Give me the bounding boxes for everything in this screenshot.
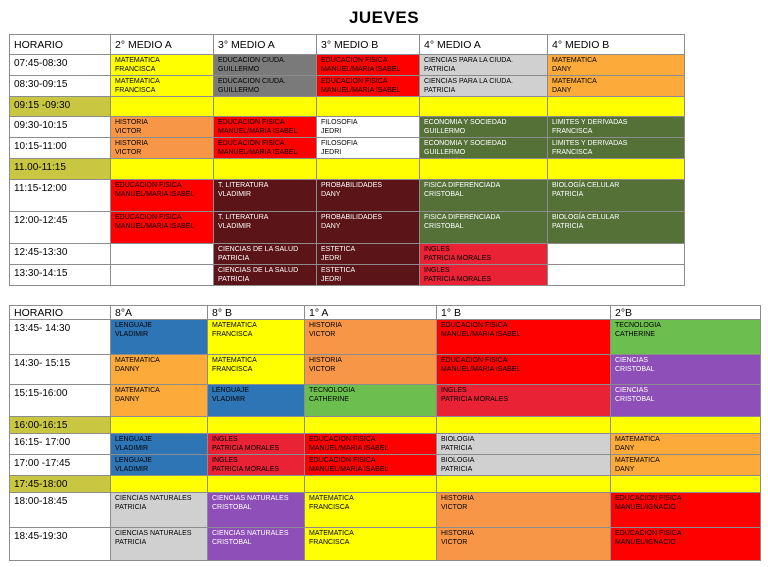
teacher-name: CATHERINE — [615, 330, 655, 338]
teacher-name: PATRICIA — [552, 190, 584, 198]
teacher-name: FRANCISCA — [309, 538, 350, 546]
teacher-name: VLADIMIR — [115, 330, 149, 338]
subject-name: EDUCACION FISICA — [309, 436, 376, 443]
teacher-name: MANUEL/MARIA ISABEL — [441, 330, 521, 338]
subject-name: EDUCACION FISICA — [115, 182, 182, 189]
class-cell — [548, 76, 685, 97]
teacher-name: DANY — [615, 465, 635, 473]
break-row — [10, 476, 761, 493]
teacher-name: MANUEL/MARIA ISABEL — [321, 86, 401, 94]
table-row — [10, 180, 685, 212]
class-cell — [420, 265, 548, 286]
time-slot: 10:15-11:00 — [10, 138, 111, 159]
class-cell — [111, 265, 214, 286]
subject-name: FILOSOFIA — [321, 140, 358, 147]
break-cell — [420, 159, 548, 180]
subject-name: HISTORIA — [441, 495, 474, 502]
subject-name: MATEMATICA — [552, 78, 597, 85]
teacher-name: MANUEL/MARIA ISABEL — [309, 444, 389, 452]
class-cell — [420, 117, 548, 138]
subject-name: BIOLOGÍA CELULAR — [552, 182, 620, 189]
break-cell — [111, 417, 208, 434]
teacher-name: MANUEL/MARIA ISABEL — [218, 148, 298, 156]
break-cell — [214, 159, 317, 180]
subject-name: TECNOLOGIA — [309, 387, 355, 394]
class-cell — [611, 434, 761, 455]
subject-name: INGLES — [212, 457, 238, 464]
time-slot: 12:00-12:45 — [10, 212, 111, 244]
time-slot: 16:15- 17:00 — [10, 434, 111, 455]
column-header-class: 1° B — [437, 306, 611, 320]
teacher-name: FRANCISCA — [115, 86, 156, 94]
break-row — [10, 159, 685, 180]
class-cell — [111, 138, 214, 159]
time-slot: 13:45- 14:30 — [10, 320, 111, 355]
class-cell — [437, 528, 611, 561]
class-cell — [208, 493, 305, 528]
subject-name: CIENCIAS PARA LA CIUDA. — [424, 78, 513, 85]
time-slot: 07:45-08:30 — [10, 55, 111, 76]
teacher-name: FRANCISCA — [212, 330, 253, 338]
subject-name: EDUCACION FISICA — [218, 119, 285, 126]
subject-name: ESTETICA — [321, 246, 356, 253]
column-header-class: 1° A — [305, 306, 437, 320]
time-slot: 11:15-12:00 — [10, 180, 111, 212]
time-slot: 18:00-18:45 — [10, 493, 111, 528]
teacher-name: FRANCISCA — [552, 148, 593, 156]
subject-name: BIOLOGIA — [441, 457, 475, 464]
subject-name: CIENCIAS PARA LA CIUDA. — [424, 57, 513, 64]
class-cell — [317, 55, 420, 76]
class-cell — [611, 455, 761, 476]
teacher-name: DANY — [321, 222, 341, 230]
class-cell — [317, 212, 420, 244]
teacher-name: PATRICIA MORALES — [441, 395, 509, 403]
subject-name: INGLES — [212, 436, 238, 443]
class-cell — [111, 244, 214, 265]
table-row — [10, 138, 685, 159]
teacher-name: JEDRI — [321, 254, 342, 262]
subject-name: MATEMATICA — [615, 457, 660, 464]
teacher-name: GUILLERMO — [424, 148, 466, 156]
subject-name: EDUCACION CIUDA. — [218, 78, 286, 85]
teacher-name: MANUEL/IGNACIO — [615, 503, 676, 511]
class-cell — [611, 493, 761, 528]
break-cell — [611, 417, 761, 434]
teacher-name: MANUEL/MARIA ISABEL — [321, 65, 401, 73]
class-cell — [305, 528, 437, 561]
class-cell — [208, 320, 305, 355]
column-header-class: 3° MEDIO A — [214, 35, 317, 55]
teacher-name: FRANCISCA — [552, 127, 593, 135]
subject-name: BIOLOGÍA CELULAR — [552, 214, 620, 221]
teacher-name: MANUEL/MARIA ISABEL — [218, 127, 298, 135]
class-cell — [437, 385, 611, 417]
class-cell — [111, 55, 214, 76]
teacher-name: GUILLERMO — [218, 86, 260, 94]
time-slot: 16:00-16:15 — [10, 417, 111, 434]
teacher-name: CRISTOBAL — [212, 503, 252, 511]
time-slot: 17:00 -17:45 — [10, 455, 111, 476]
subject-name: EDUCACION FISICA — [615, 530, 682, 537]
teacher-name: PATRICIA — [115, 503, 147, 511]
teacher-name: MANUEL/MARIA ISABEL — [115, 190, 195, 198]
time-slot: 11.00-11:15 — [10, 159, 111, 180]
subject-name: CIENCIAS NATURALES — [115, 530, 192, 537]
table-row — [10, 528, 761, 561]
subject-name: INGLES — [441, 387, 467, 394]
teacher-name: DANY — [552, 65, 572, 73]
subject-name: MATEMATICA — [115, 78, 160, 85]
class-cell — [548, 138, 685, 159]
time-slot: 17:45-18:00 — [10, 476, 111, 493]
class-cell — [111, 180, 214, 212]
subject-name: ECONOMIA Y SOCIEDAD — [424, 119, 507, 126]
column-header-class: 3° MEDIO B — [317, 35, 420, 55]
subject-name: EDUCACION CIUDA. — [218, 57, 286, 64]
table-row — [10, 385, 761, 417]
class-cell — [317, 244, 420, 265]
class-cell — [305, 434, 437, 455]
subject-name: CIENCIAS DE LA SALUD — [218, 246, 299, 253]
class-cell — [420, 180, 548, 212]
subject-name: EDUCACION FISICA — [441, 357, 508, 364]
class-cell — [208, 355, 305, 385]
break-cell — [208, 417, 305, 434]
class-cell — [111, 320, 208, 355]
class-cell — [214, 212, 317, 244]
subject-name: MATEMATICA — [552, 57, 597, 64]
teacher-name: FRANCISCA — [309, 503, 350, 511]
teacher-name: VICTOR — [441, 538, 468, 546]
teacher-name: CRISTOBAL — [615, 395, 655, 403]
table-row — [10, 117, 685, 138]
class-cell — [317, 76, 420, 97]
teacher-name: VICTOR — [115, 148, 142, 156]
break-cell — [111, 97, 214, 117]
class-cell — [548, 117, 685, 138]
subject-name: CIENCIAS NATURALES — [212, 495, 289, 502]
teacher-name: PATRICIA — [115, 538, 147, 546]
subject-name: EDUCACION FISICA — [441, 322, 508, 329]
class-cell — [111, 528, 208, 561]
teacher-name: CRISTOBAL — [615, 365, 655, 373]
subject-name: FISICA DIFERENCIADA — [424, 182, 501, 189]
class-cell — [214, 180, 317, 212]
schedule-table-morning — [9, 34, 685, 286]
break-cell — [548, 159, 685, 180]
subject-name: EDUCACION FISICA — [218, 140, 285, 147]
class-cell — [420, 76, 548, 97]
teacher-name: GUILLERMO — [218, 65, 260, 73]
class-cell — [611, 528, 761, 561]
class-cell — [214, 265, 317, 286]
subject-name: HISTORIA — [115, 140, 148, 147]
subject-name: MATEMATICA — [115, 357, 160, 364]
break-row — [10, 97, 685, 117]
table-row — [10, 493, 761, 528]
table-row — [10, 55, 685, 76]
subject-name: MATEMATICA — [309, 530, 354, 537]
subject-name: INGLES — [424, 246, 450, 253]
schedule-table-afternoon — [9, 305, 761, 561]
break-cell — [437, 476, 611, 493]
teacher-name: VICTOR — [115, 127, 142, 135]
teacher-name: PATRICIA MORALES — [212, 465, 280, 473]
subject-name: MATEMATICA — [615, 436, 660, 443]
time-slot: 12:45-13:30 — [10, 244, 111, 265]
teacher-name: DANY — [321, 190, 341, 198]
column-header-class: 8° B — [208, 306, 305, 320]
class-cell — [111, 434, 208, 455]
subject-name: FILOSOFIA — [321, 119, 358, 126]
class-cell — [111, 117, 214, 138]
teacher-name: PATRICIA MORALES — [424, 254, 492, 262]
teacher-name: PATRICIA — [441, 465, 473, 473]
subject-name: T. LITERATURA — [218, 214, 269, 221]
teacher-name: PATRICIA — [441, 444, 473, 452]
class-cell — [611, 355, 761, 385]
teacher-name: MANUEL/MARIA ISABEL — [115, 222, 195, 230]
subject-name: MATEMATICA — [115, 57, 160, 64]
subject-name: FISICA DIFERENCIADA — [424, 214, 501, 221]
break-row — [10, 417, 761, 434]
class-cell — [420, 138, 548, 159]
teacher-name: FRANCISCA — [212, 365, 253, 373]
teacher-name: VICTOR — [441, 503, 468, 511]
subject-name: TECNOLOGIA — [615, 322, 661, 329]
teacher-name: PATRICIA — [218, 275, 250, 283]
class-cell — [305, 385, 437, 417]
class-cell — [437, 434, 611, 455]
break-cell — [437, 417, 611, 434]
teacher-name: MANUEL/IGNACIO — [615, 538, 676, 546]
class-cell — [317, 117, 420, 138]
class-cell — [437, 493, 611, 528]
break-cell — [111, 159, 214, 180]
break-cell — [420, 97, 548, 117]
header-row — [10, 306, 761, 320]
column-header-class: 8°A — [111, 306, 208, 320]
teacher-name: VICTOR — [309, 365, 336, 373]
teacher-name: GUILLERMO — [424, 127, 466, 135]
subject-name: LIMITES Y DERIVADAS — [552, 140, 628, 147]
break-cell — [317, 159, 420, 180]
subject-name: LENGUAJE — [115, 457, 152, 464]
subject-name: MATEMATICA — [212, 357, 257, 364]
teacher-name: PATRICIA MORALES — [212, 444, 280, 452]
class-cell — [317, 265, 420, 286]
time-slot: 14:30- 15:15 — [10, 355, 111, 385]
class-cell — [548, 244, 685, 265]
teacher-name: MANUEL/MARIA ISABEL — [441, 365, 521, 373]
class-cell — [214, 55, 317, 76]
time-slot: 08:30-09:15 — [10, 76, 111, 97]
subject-name: BIOLOGIA — [441, 436, 475, 443]
subject-name: EDUCACION FISICA — [321, 57, 388, 64]
column-header-horario: HORARIO — [10, 306, 111, 320]
subject-name: CIENCIAS — [615, 357, 649, 364]
subject-name: EDUCACION FISICA — [615, 495, 682, 502]
teacher-name: PATRICIA — [424, 86, 456, 94]
teacher-name: VLADIMIR — [218, 222, 252, 230]
teacher-name: CRISTOBAL — [424, 222, 464, 230]
teacher-name: JEDRI — [321, 148, 342, 156]
time-slot: 09:15 -09:30 — [10, 97, 111, 117]
teacher-name: PATRICIA — [424, 65, 456, 73]
subject-name: PROBABILIDADES — [321, 182, 383, 189]
class-cell — [111, 212, 214, 244]
subject-name: MATEMATICA — [212, 322, 257, 329]
table-row — [10, 434, 761, 455]
subject-name: CIENCIAS DE LA SALUD — [218, 267, 299, 274]
class-cell — [111, 76, 214, 97]
time-slot: 13:30-14:15 — [10, 265, 111, 286]
teacher-name: JEDRI — [321, 127, 342, 135]
table-row — [10, 265, 685, 286]
subject-name: EDUCACION FISICA — [115, 214, 182, 221]
teacher-name: VLADIMIR — [115, 444, 149, 452]
class-cell — [420, 55, 548, 76]
teacher-name: DANNY — [115, 365, 140, 373]
subject-name: INGLES — [424, 267, 450, 274]
class-cell — [420, 244, 548, 265]
class-cell — [317, 138, 420, 159]
subject-name: EDUCACION FISICA — [321, 78, 388, 85]
class-cell — [214, 76, 317, 97]
teacher-name: PATRICIA — [218, 254, 250, 262]
class-cell — [611, 385, 761, 417]
table-row — [10, 244, 685, 265]
subject-name: LENGUAJE — [115, 322, 152, 329]
class-cell — [214, 138, 317, 159]
subject-name: MATEMATICA — [115, 387, 160, 394]
class-cell — [317, 180, 420, 212]
subject-name: CIENCIAS NATURALES — [212, 530, 289, 537]
class-cell — [214, 117, 317, 138]
subject-name: CIENCIAS NATURALES — [115, 495, 192, 502]
time-slot: 15:15-16:00 — [10, 385, 111, 417]
teacher-name: DANY — [615, 444, 635, 452]
break-cell — [548, 97, 685, 117]
teacher-name: FRANCISCA — [115, 65, 156, 73]
class-cell — [437, 455, 611, 476]
teacher-name: VLADIMIR — [115, 465, 149, 473]
class-cell — [437, 320, 611, 355]
subject-name: LENGUAJE — [115, 436, 152, 443]
teacher-name: DANY — [552, 86, 572, 94]
break-cell — [111, 476, 208, 493]
class-cell — [548, 180, 685, 212]
teacher-name: VICTOR — [309, 330, 336, 338]
table-row — [10, 76, 685, 97]
class-cell — [208, 434, 305, 455]
subject-name: LENGUAJE — [212, 387, 249, 394]
subject-name: CIENCIAS — [615, 387, 649, 394]
header-row — [10, 35, 685, 55]
class-cell — [305, 355, 437, 385]
teacher-name: CATHERINE — [309, 395, 349, 403]
subject-name: PROBABILIDADES — [321, 214, 383, 221]
column-header-class: 4° MEDIO B — [548, 35, 685, 55]
teacher-name: PATRICIA — [552, 222, 584, 230]
teacher-name: VLADIMIR — [212, 395, 246, 403]
break-cell — [317, 97, 420, 117]
teacher-name: VLADIMIR — [218, 190, 252, 198]
teacher-name: CRISTOBAL — [424, 190, 464, 198]
teacher-name: CRISTOBAL — [212, 538, 252, 546]
class-cell — [548, 212, 685, 244]
subject-name: HISTORIA — [309, 357, 342, 364]
teacher-name: JEDRI — [321, 275, 342, 283]
class-cell — [208, 455, 305, 476]
break-cell — [305, 476, 437, 493]
class-cell — [111, 355, 208, 385]
column-header-class: 2°B — [611, 306, 761, 320]
subject-name: ESTETICA — [321, 267, 356, 274]
teacher-name: DANNY — [115, 395, 140, 403]
subject-name: HISTORIA — [441, 530, 474, 537]
class-cell — [611, 320, 761, 355]
class-cell — [111, 493, 208, 528]
subject-name: MATEMATICA — [309, 495, 354, 502]
column-header-horario: HORARIO — [10, 35, 111, 55]
class-cell — [208, 385, 305, 417]
subject-name: ECONOMIA Y SOCIEDAD — [424, 140, 507, 147]
column-header-class: 4° MEDIO A — [420, 35, 548, 55]
break-cell — [611, 476, 761, 493]
teacher-name: MANUEL/MARIA ISABEL — [309, 465, 389, 473]
column-header-class: 2° MEDIO A — [111, 35, 214, 55]
class-cell — [305, 320, 437, 355]
break-cell — [208, 476, 305, 493]
time-slot: 09:30-10:15 — [10, 117, 111, 138]
class-cell — [420, 212, 548, 244]
class-cell — [437, 355, 611, 385]
table-row — [10, 212, 685, 244]
subject-name: LIMITES Y DERIVADAS — [552, 119, 628, 126]
class-cell — [214, 244, 317, 265]
class-cell — [111, 385, 208, 417]
teacher-name: PATRICIA MORALES — [424, 275, 492, 283]
break-cell — [214, 97, 317, 117]
class-cell — [305, 493, 437, 528]
subject-name: HISTORIA — [115, 119, 148, 126]
class-cell — [111, 455, 208, 476]
table-row — [10, 455, 761, 476]
time-slot: 18:45-19:30 — [10, 528, 111, 561]
subject-name: T. LITERATURA — [218, 182, 269, 189]
class-cell — [208, 528, 305, 561]
subject-name: EDUCACION FISICA — [309, 457, 376, 464]
break-cell — [305, 417, 437, 434]
class-cell — [305, 455, 437, 476]
class-cell — [548, 55, 685, 76]
class-cell — [548, 265, 685, 286]
subject-name: HISTORIA — [309, 322, 342, 329]
table-row — [10, 355, 761, 385]
page-title: JUEVES — [348, 8, 420, 27]
table-row — [10, 320, 761, 355]
